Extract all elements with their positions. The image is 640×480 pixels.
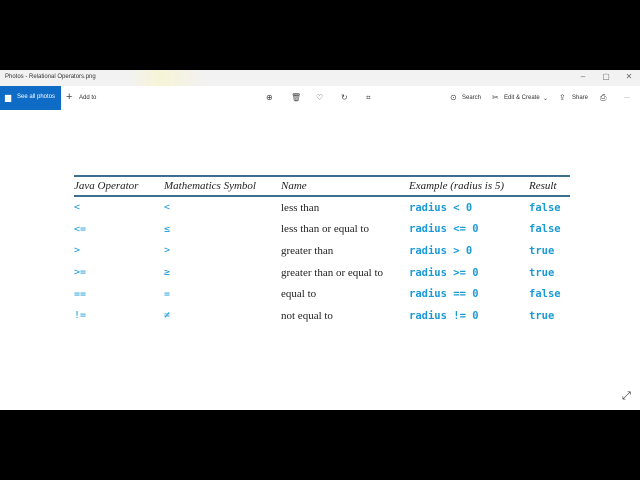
close-button[interactable]: ✕ bbox=[625, 72, 633, 81]
math-symbol: ≠ bbox=[164, 310, 171, 322]
edit-create-button[interactable]: Edit & Create bbox=[504, 95, 540, 101]
search-button[interactable]: Search bbox=[462, 95, 482, 101]
add-to-button[interactable]: Add to bbox=[79, 95, 97, 101]
operator-name: less than or equal to bbox=[281, 223, 369, 236]
operator-name: not equal to bbox=[281, 309, 333, 322]
rotate-icon[interactable]: ↻ bbox=[341, 93, 348, 102]
table-row bbox=[74, 240, 570, 262]
chevron-down-icon[interactable]: ⌄ bbox=[543, 96, 549, 102]
table-row bbox=[74, 262, 570, 284]
java-operator: == bbox=[74, 288, 87, 300]
header-result: Result bbox=[529, 176, 570, 196]
result: false bbox=[529, 201, 561, 214]
maximize-button[interactable]: ▢ bbox=[602, 72, 610, 81]
java-operator: < bbox=[74, 202, 81, 214]
photos-icon: ▆ bbox=[5, 93, 12, 102]
add-icon[interactable]: + bbox=[66, 91, 73, 103]
minimize-button[interactable]: – bbox=[580, 72, 586, 81]
see-all-label: See all photos bbox=[17, 94, 56, 100]
table-header bbox=[74, 176, 570, 196]
math-symbol: < bbox=[164, 202, 171, 214]
table-row bbox=[74, 305, 570, 327]
header-name: Name bbox=[281, 176, 409, 196]
header-math-symbol: Mathematics Symbol bbox=[164, 176, 281, 196]
share-icon[interactable]: ⇪ bbox=[559, 93, 566, 102]
edit-create-icon[interactable]: ✂ bbox=[492, 93, 499, 102]
photos-window bbox=[0, 70, 640, 410]
operator-name: less than bbox=[281, 201, 320, 214]
zoom-icon[interactable]: ⊕ bbox=[266, 93, 273, 102]
table-row bbox=[74, 196, 570, 219]
result: false bbox=[529, 223, 561, 236]
crop-icon[interactable]: ⌗ bbox=[366, 93, 371, 102]
result: false bbox=[529, 288, 561, 301]
print-icon[interactable]: ⎙ bbox=[600, 93, 607, 102]
example: radius == 0 bbox=[409, 288, 479, 301]
operator-name: equal to bbox=[281, 288, 317, 301]
example: radius >= 0 bbox=[409, 266, 479, 279]
java-operator: != bbox=[74, 310, 87, 322]
header-example: Example (radius is 5) bbox=[409, 176, 529, 196]
favorite-icon[interactable]: ♡ bbox=[316, 93, 324, 102]
result: true bbox=[529, 309, 555, 322]
example: radius > 0 bbox=[409, 244, 473, 257]
example: radius < 0 bbox=[409, 201, 473, 214]
operator-name: greater than or equal to bbox=[281, 266, 384, 279]
search-icon[interactable]: ⊙ bbox=[450, 93, 457, 102]
more-button[interactable]: ··· bbox=[624, 95, 630, 101]
relational-operators-table bbox=[74, 175, 570, 327]
operator-name: greater than bbox=[281, 244, 334, 257]
fullscreen-icon[interactable]: ⤢ bbox=[622, 390, 631, 402]
share-button[interactable]: Share bbox=[572, 95, 589, 101]
table-row bbox=[74, 283, 570, 305]
header-java-operator: Java Operator bbox=[74, 176, 164, 196]
java-operator: > bbox=[74, 245, 81, 257]
math-symbol: ≤ bbox=[164, 223, 171, 235]
java-operator: >= bbox=[74, 267, 87, 279]
see-all-photos-button[interactable] bbox=[0, 86, 61, 110]
table-row bbox=[74, 219, 570, 241]
result: true bbox=[529, 266, 555, 279]
delete-icon[interactable]: 🗑 bbox=[291, 93, 302, 102]
title-bar bbox=[0, 70, 640, 86]
math-symbol: = bbox=[164, 288, 171, 300]
toolbar bbox=[0, 86, 640, 110]
math-symbol: ≥ bbox=[164, 267, 171, 279]
java-operator: <= bbox=[74, 223, 87, 235]
example: radius != 0 bbox=[409, 309, 479, 322]
example: radius <= 0 bbox=[409, 223, 479, 236]
math-symbol: > bbox=[164, 245, 171, 257]
result: true bbox=[529, 244, 555, 257]
window-title: Photos - Relational Operators.png bbox=[5, 74, 96, 80]
